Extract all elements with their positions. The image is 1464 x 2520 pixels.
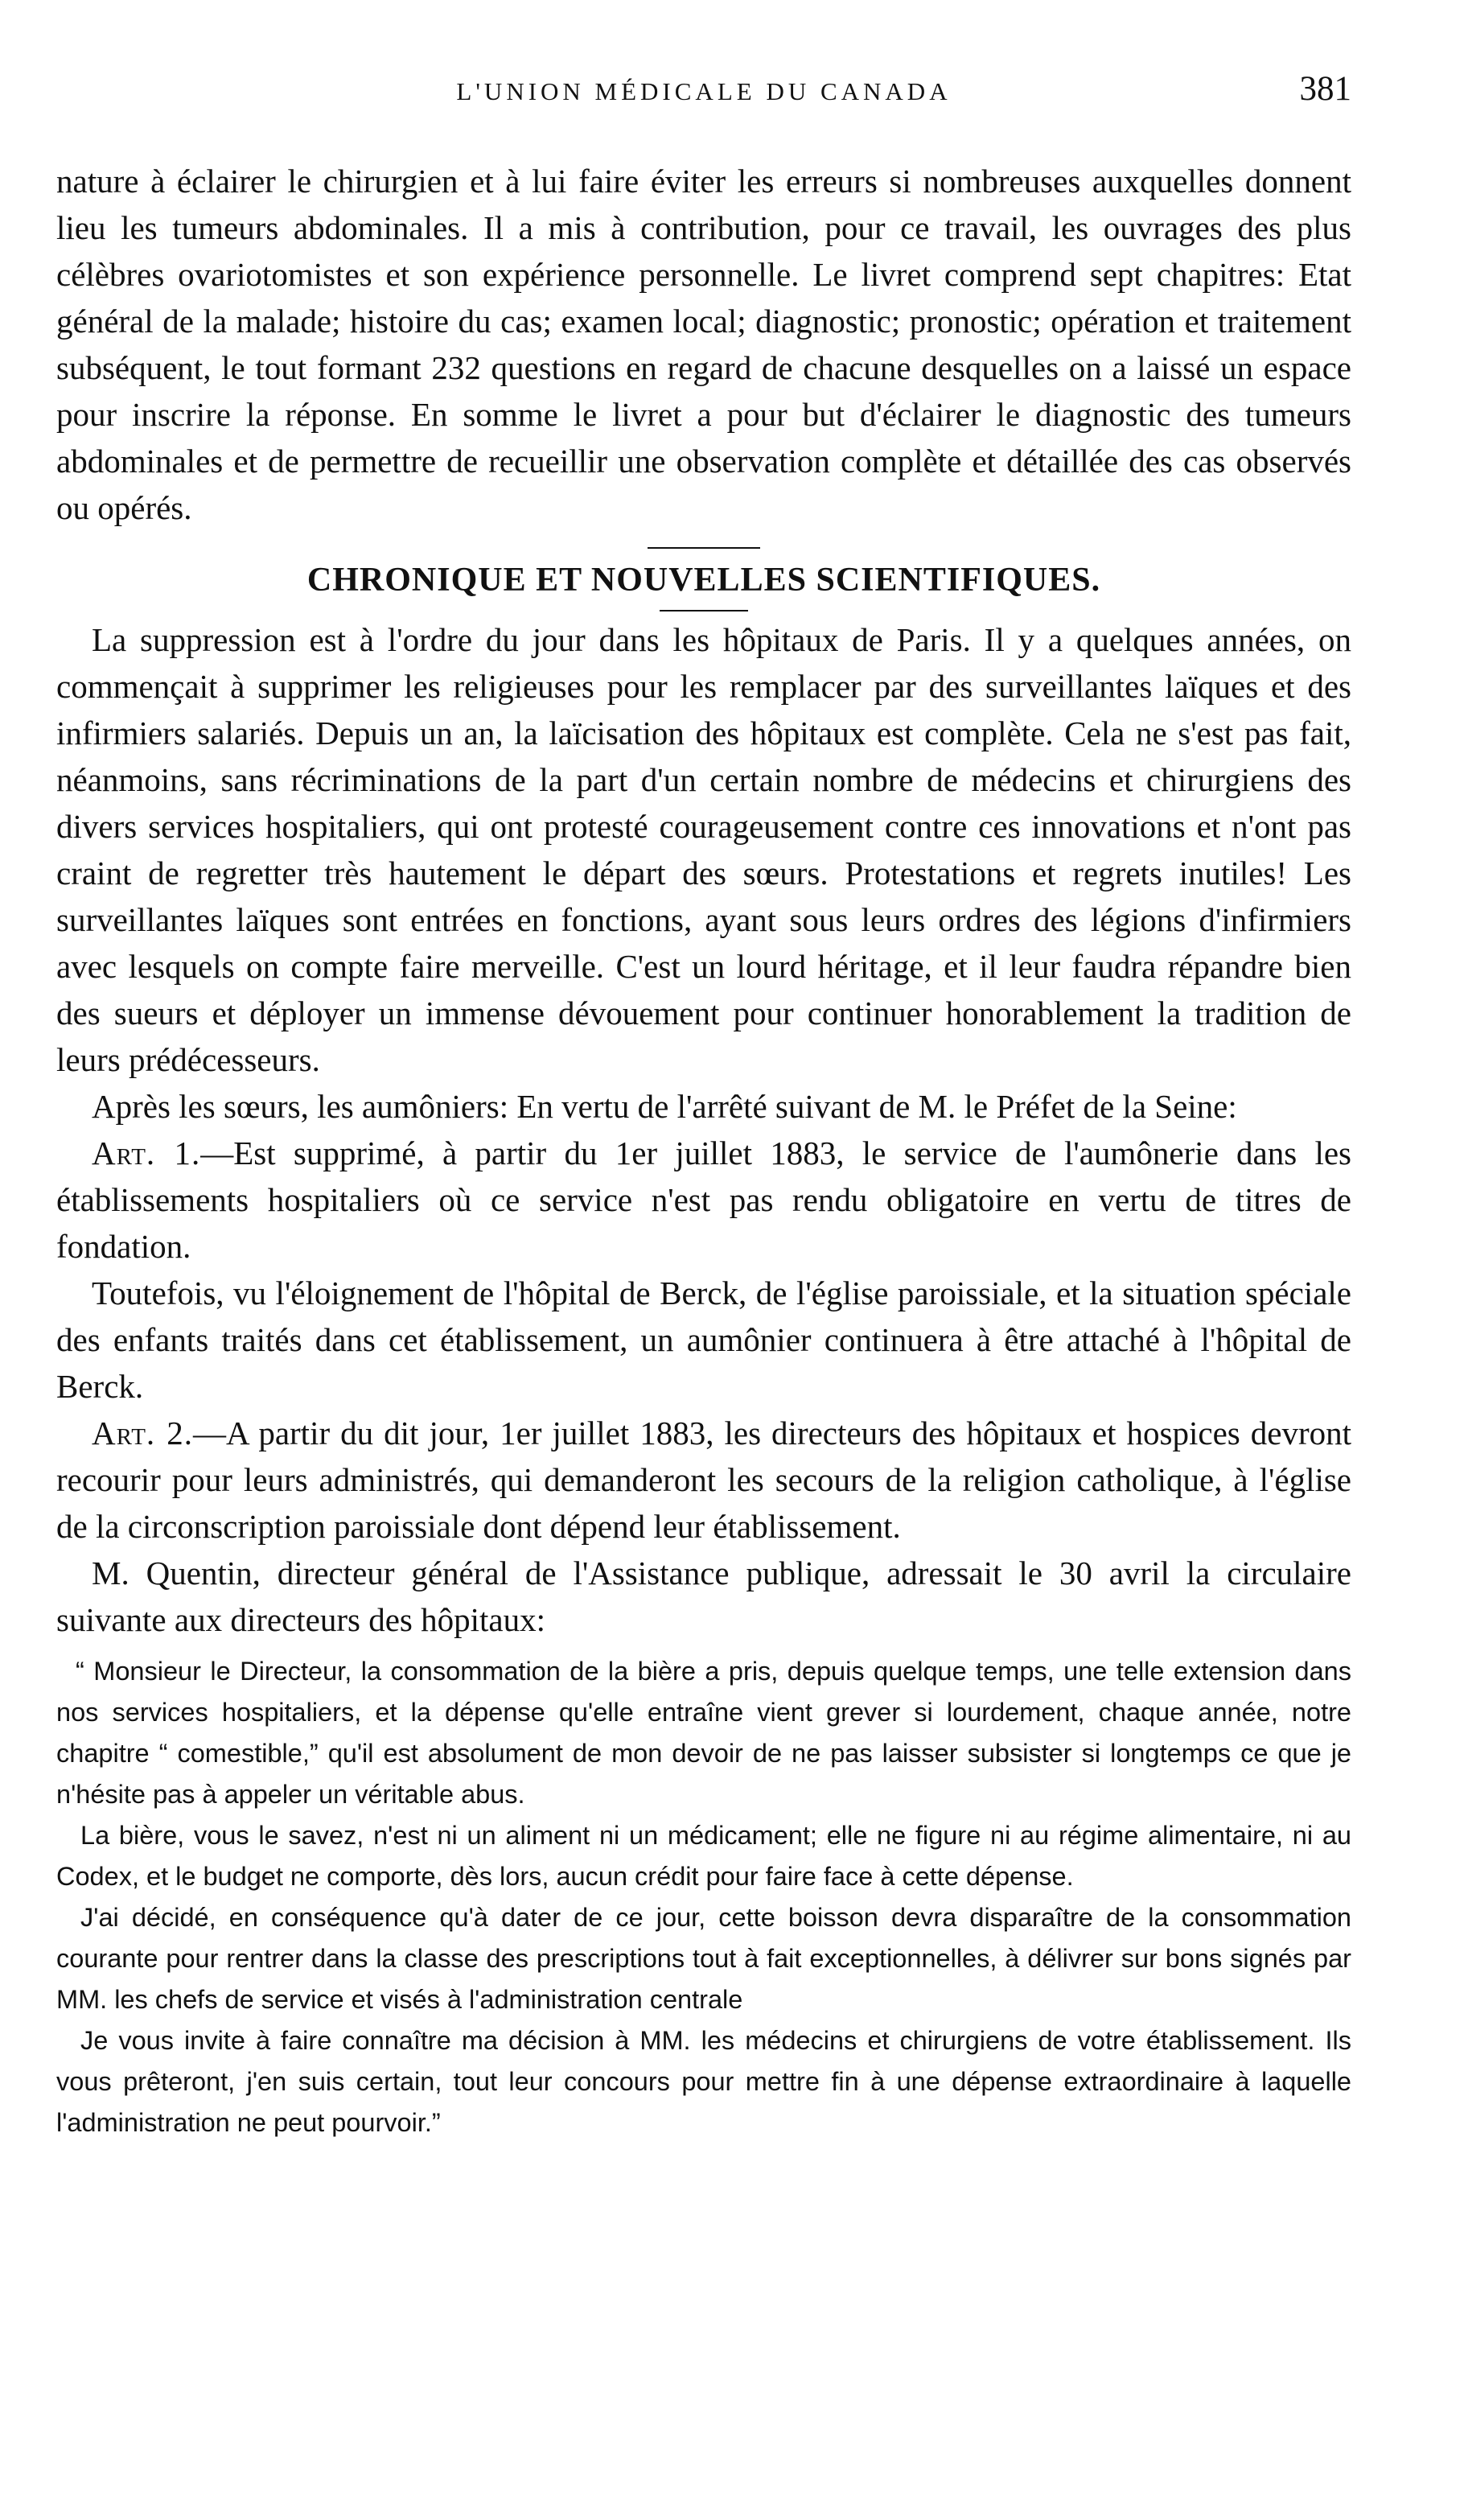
title-rule-top: [648, 547, 760, 549]
paragraph-laicisation: La suppression est à l'ordre du jour dans les hôpitaux de Paris. Il y a quelques années, on commençait à supprimer les religieuses pour les remplacer par des surveillantes laïques et des infirmiers salariés. Depuis un an, la laïcisation des hôpitaux est complète. Cela ne s'est pas fait, néanmoins, sans récriminations de la part d'un certain nombre de médecins et chirurgiens des divers services hospitaliers, qui ont protesté courageusement contre ces innovations et n'ont pas craint de regretter très hautement le départ des sœurs. Protestations et regrets inutiles! Les surveillantes laïques sont entrées en fonctions, ayant sous leurs ordres des légions d'infirmiers avec lesquels on compte faire merveille. C'est un lourd héritage, et il leur faudra répandre bien des sueurs et déployer un immense dévouement pour continuer honorablement la tradition de leurs prédécesseurs.: [56, 621, 1351, 1078]
article-1-label: Art. 1.: [92, 1134, 201, 1171]
page-header: [56, 70, 1351, 126]
section-title-text: CHRONIQUE ET NOUVELLES SCIENTIFIQUES.: [306, 562, 1101, 599]
article-1: [56, 1130, 1351, 1270]
intro-paragraph: nature à éclairer le chirurgien et à lui faire éviter les erreurs si nombreuses auxquelles donnent lieu les tumeurs abdominales. Il a mis à contribution, pour ce travail, les ouvrages des plus célèbres ovariotomistes et son expérience personnelle. Le livret comprend sept chapitres: Etat général de la malade; histoire du cas; examen local; diagnostic; pronostic; opération et traitement subséquent, le tout formant 232 questions en regard de chacune desquelles on a laissé un espace pour inscrire la réponse. En somme le livret a pour but d'éclairer le diagnostic des tumeurs abdominales et de permettre de recueillir une observation complète et détaillée des cas observés ou opérés.: [56, 163, 1351, 526]
paragraph-quentin: M. Quentin, directeur général de l'Assistance publique, adressait le 30 avril la circulaire suivante aux directeurs des hôpitaux:: [56, 1554, 1351, 1638]
text-body: [56, 158, 1351, 2143]
paragraph-berck: Toutefois, vu l'éloignement de l'hôpital de Berck, de l'église paroissiale, et la situation spéciale des enfants traités dans cet établissement, un aumônier continuera à être attaché à l'hôpital de Berck.: [56, 1274, 1351, 1405]
article-2-label: Art. 2.: [92, 1414, 193, 1451]
letter-paragraph-3: J'ai décidé, en conséquence qu'à dater de ce jour, cette boisson devra disparaître de la consommation courante pour rentrer dans la classe des prescriptions tout à fait exceptionnelles, à délivrer sur bons signés par MM. les chefs de service et visés à l'administration centrale: [56, 1903, 1351, 2014]
letter-paragraph-1: “ Monsieur le Directeur, la consommation de la bière a pris, depuis quelque temps, une telle extension dans nos services hospitaliers, et la dépense qu'elle entraîne vient grever si lourdement, chaque année, notre chapitre “ comestible,” qu'il est absolument de mon devoir de ne pas laisser subsister si longtemps ce que je n'hésite pas à appeler un véritable abus.: [56, 1657, 1351, 1809]
article-1-text: —Est supprimé, à partir du 1er juillet 1883, le service de l'aumônerie dans les établissements hospitaliers où ce service n'est pas rendu obligatoire en vertu de titres de fondation.: [56, 1134, 1351, 1265]
letter-paragraph-2: La bière, vous le savez, n'est ni un aliment ni un médicament; elle ne figure ni au régime alimentaire, ni au Codex, et le budget ne comporte, dès lors, aucun crédit pour faire face à cette dépense.: [56, 1821, 1351, 1891]
article-2-text: —A partir du dit jour, 1er juillet 1883, les directeurs des hôpitaux et hospices devront recourir pour leurs administrés, qui demanderont les secours de la religion catholique, à l'église de la circonscription paroissiale dont dépend leur établissement.: [56, 1414, 1351, 1545]
paragraph-aumoniers: Après les sœurs, les aumôniers: En vertu de l'arrêté suivant de M. le Préfet de la Seine:: [92, 1088, 1237, 1125]
running-title: L'UNION MÉDICALE DU CANADA: [456, 77, 952, 105]
title-rule-bottom: [660, 610, 748, 611]
page-number: 381: [1299, 70, 1351, 108]
article-2: [56, 1410, 1351, 1550]
circular-letter: [56, 1651, 1351, 2143]
letter-paragraph-4: Je vous invite à faire connaître ma décision à MM. les médecins et chirurgiens de votre établissement. Ils vous prêteront, j'en suis certain, tout leur concours pour mettre fin à une dépense extraordinaire à laquelle l'administration ne peut pourvoir.”: [56, 2026, 1351, 2137]
section-title: [56, 555, 1351, 616]
